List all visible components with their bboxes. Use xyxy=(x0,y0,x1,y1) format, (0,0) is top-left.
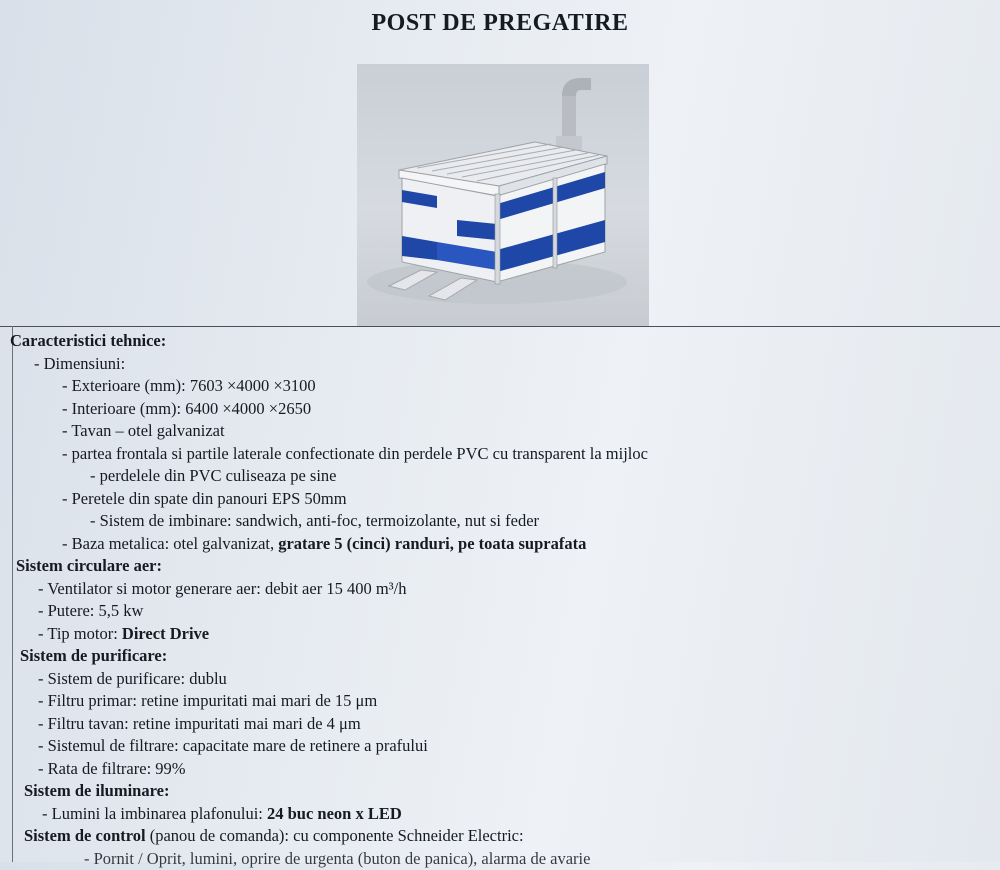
spec-item: - Putere: 5,5 kw xyxy=(10,600,990,623)
spec-text: - Lumini la imbinarea plafonului: xyxy=(42,804,267,823)
spec-item: - Rata de filtrare: 99% xyxy=(10,758,990,781)
section-heading-tech: Caracteristici tehnice: xyxy=(10,330,990,353)
spec-item: - Filtru primar: retine impuritati mai mari de 15 μm xyxy=(10,690,990,713)
spec-bold: 24 buc neon x LED xyxy=(267,804,402,823)
spec-item xyxy=(10,623,990,646)
spec-item: - Sistem de purificare: dublu xyxy=(10,668,990,691)
spec-item: - Peretele din spate din panouri EPS 50mm xyxy=(10,488,990,511)
separator-line xyxy=(0,326,1000,327)
spec-item: - Ventilator si motor generare aer: debit aer 15 400 m³/h xyxy=(10,578,990,601)
spec-item xyxy=(10,803,990,826)
page-title: POST DE PREGATIRE xyxy=(0,10,1000,37)
booth-drawing xyxy=(357,64,649,326)
section-heading-purification: Sistem de purificare: xyxy=(10,645,990,668)
spec-item: - Filtru tavan: retine impuritati mai mari de 4 μm xyxy=(10,713,990,736)
spec-item: - Dimensiuni: xyxy=(10,353,990,376)
section-heading-control xyxy=(10,825,990,848)
spec-text: - Tip motor: xyxy=(38,624,122,643)
spec-item: - Interioare (mm): 6400 ×4000 ×2650 xyxy=(10,398,990,421)
spec-item xyxy=(10,533,990,556)
spec-item-partial: - Pornit / Oprit, lumini, oprire de urgenta (buton de panica), alarma de avarie xyxy=(10,848,990,870)
spec-bold: gratare 5 (cinci) randuri, pe toata suprafata xyxy=(278,534,586,553)
spec-item: - perdelele din PVC culiseaza pe sine xyxy=(10,465,990,488)
spec-text: (panou de comanda): cu componente Schneider Electric: xyxy=(146,826,524,845)
spec-item: - Sistem de imbinare: sandwich, anti-foc, termoizolante, nut si feder xyxy=(10,510,990,533)
section-heading-lighting: Sistem de iluminare: xyxy=(10,780,990,803)
spec-item: - Exterioare (mm): 7603 ×4000 ×3100 xyxy=(10,375,990,398)
spec-item: - Tavan – otel galvanizat xyxy=(10,420,990,443)
spec-bold: Sistem de control xyxy=(24,826,146,845)
spec-item: - Sistemul de filtrare: capacitate mare de retinere a prafului xyxy=(10,735,990,758)
booth-illustration xyxy=(357,64,649,326)
spec-text: - Baza metalica: otel galvanizat, xyxy=(62,534,278,553)
spec-item: - partea frontala si partile laterale confectionate din perdele PVC cu transparent la mijloc xyxy=(10,443,990,466)
section-heading-air: Sistem circulare aer: xyxy=(10,555,990,578)
spec-list xyxy=(10,330,990,870)
spec-bold: Direct Drive xyxy=(122,624,209,643)
